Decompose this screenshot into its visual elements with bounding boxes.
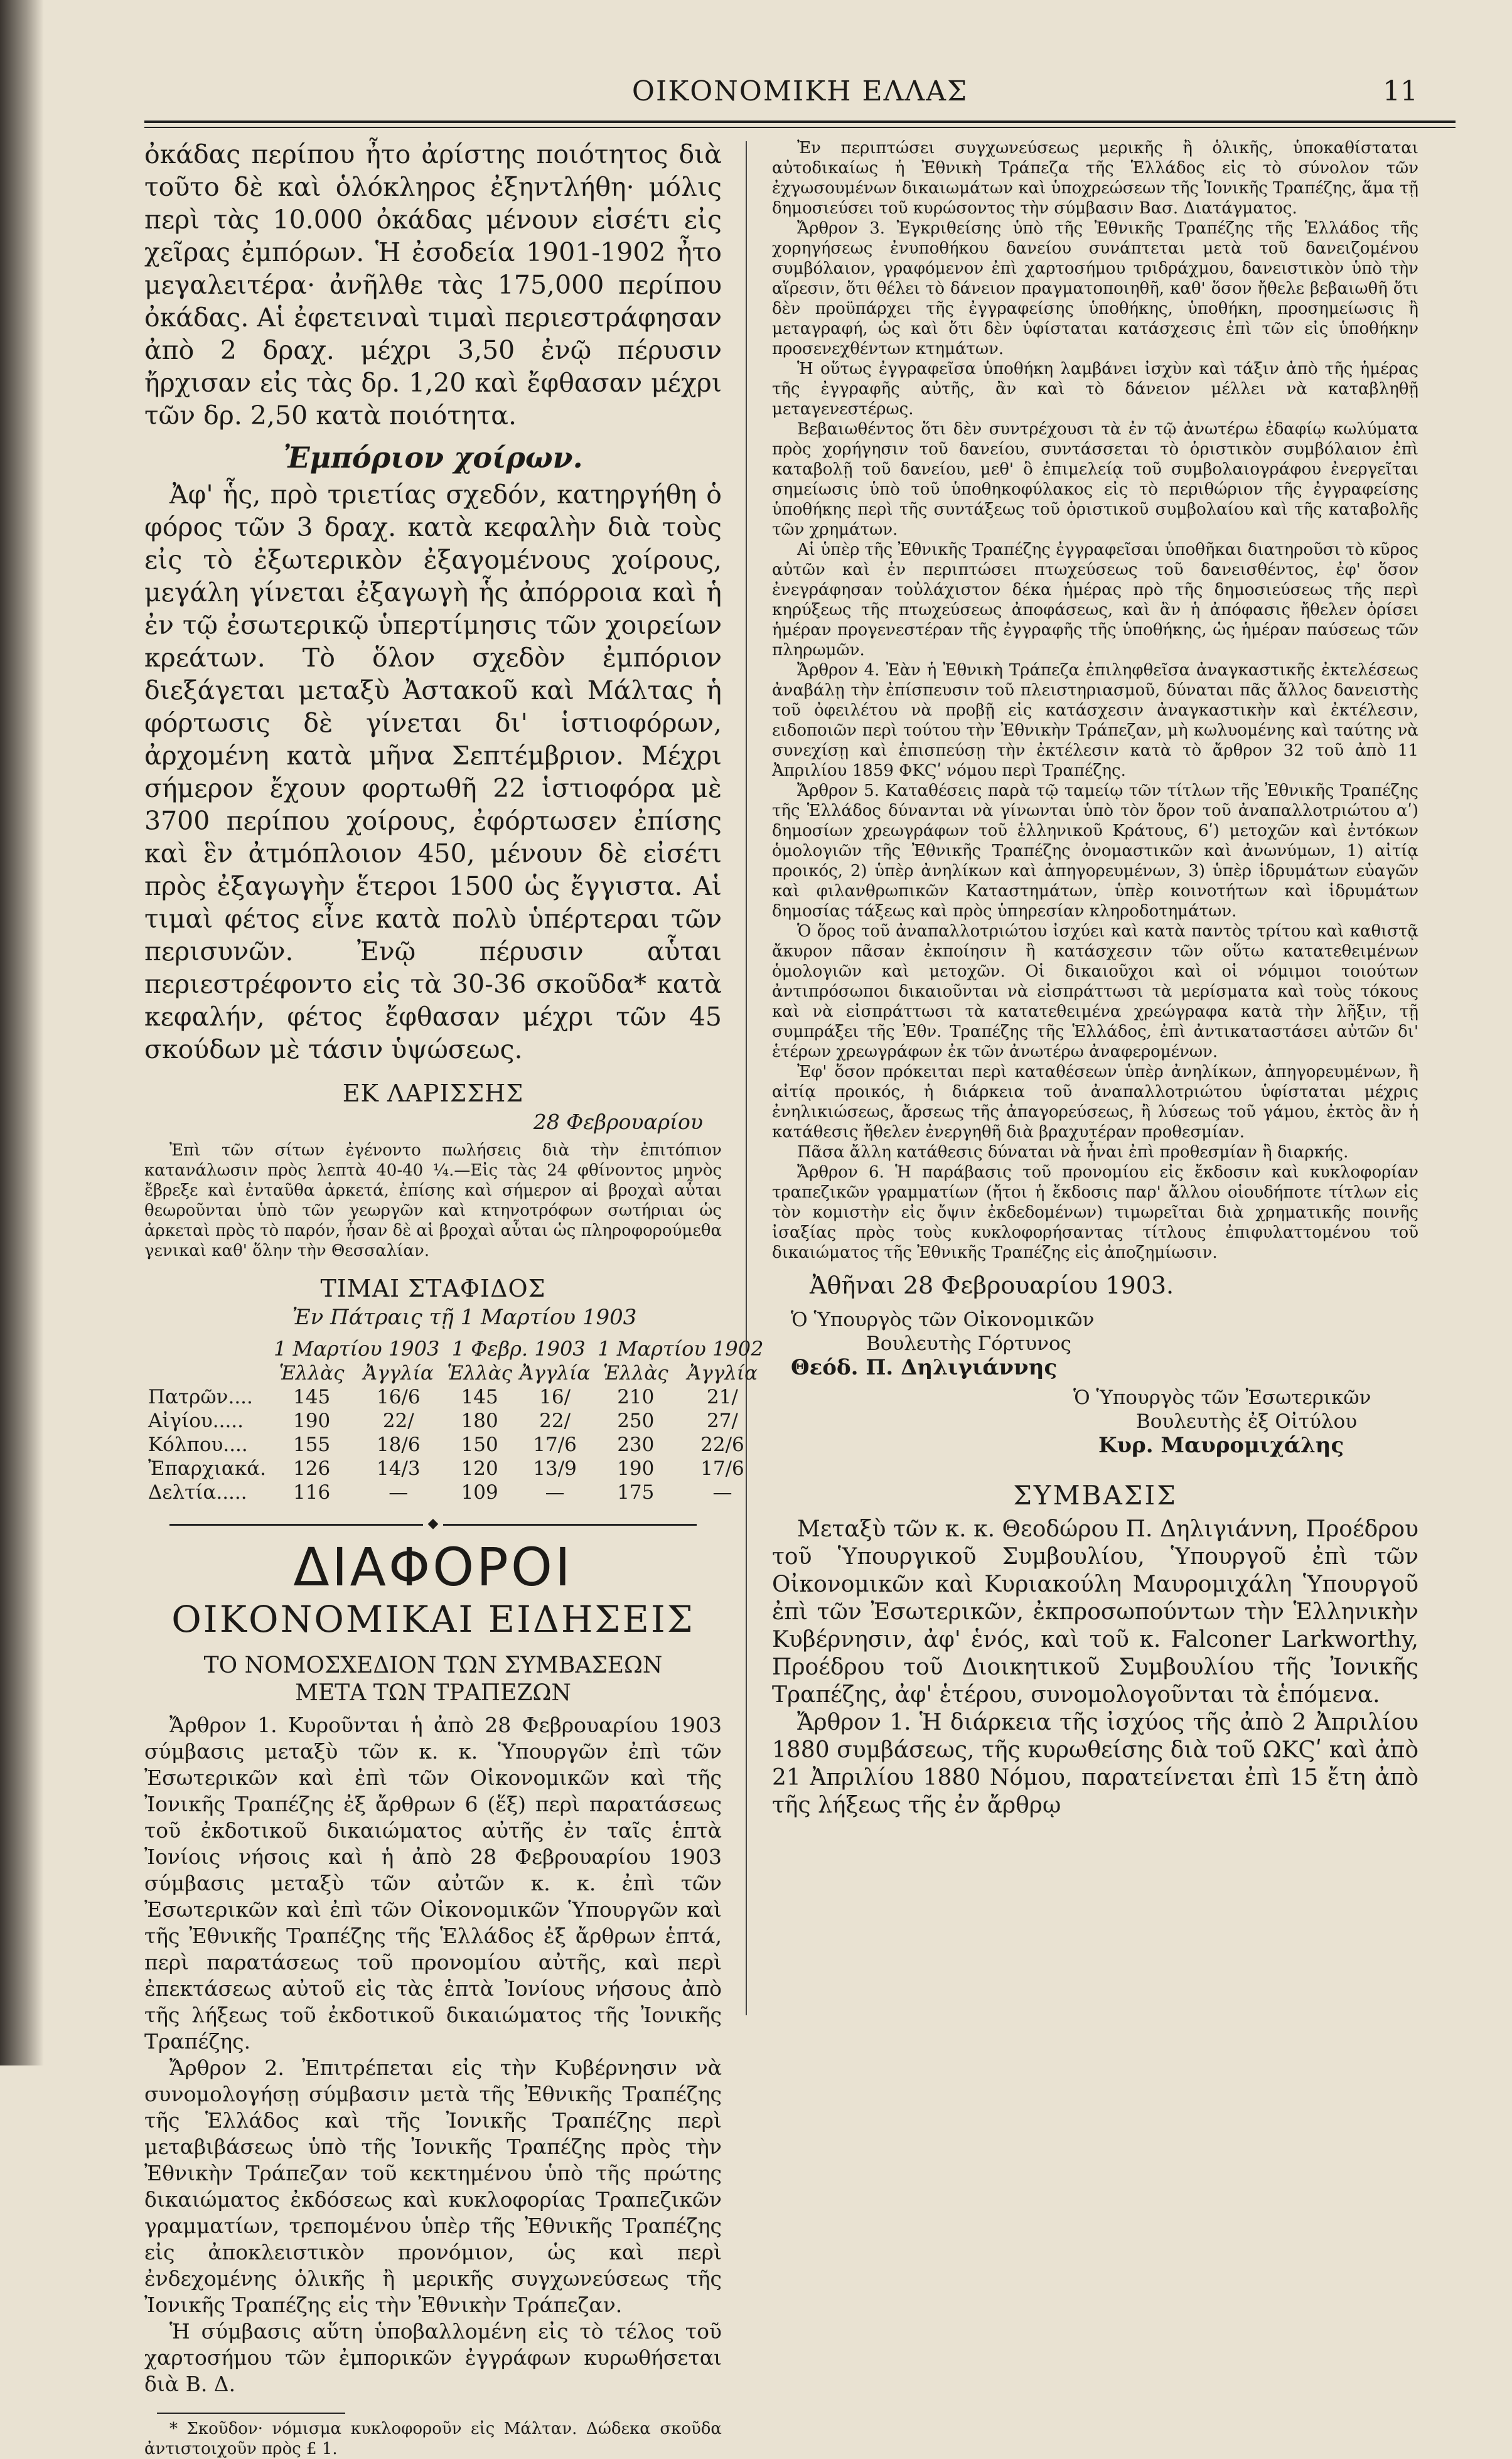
table-cell: 180 bbox=[461, 1410, 498, 1432]
heading-raisin-prices: ΤΙΜΑΙ ΣΤΑΦΙΔΟΣ bbox=[320, 1275, 546, 1302]
raisin-price-table bbox=[144, 1336, 767, 1504]
dateline-patras: Ἐν Πάτραις τῇ 1 Μαρτίου 1903 bbox=[292, 1305, 637, 1330]
paragraph-other-deposits: Πᾶσα ἄλλη κατάθεσις δύναται νὰ ἦναι ἐπὶ προθεσμίαν ἢ διαρκής. bbox=[797, 1143, 1349, 1162]
heading-pig-trade: Ἐμπόριον χοίρων. bbox=[283, 441, 583, 474]
table-cell: 21/ bbox=[706, 1386, 738, 1408]
header-rule-thin bbox=[144, 127, 1456, 128]
table-cell: 22/6 bbox=[700, 1433, 744, 1456]
page-header bbox=[144, 63, 1456, 119]
table-cell: 116 bbox=[293, 1481, 331, 1504]
column-country: Ἀγγλία bbox=[363, 1362, 434, 1385]
table-cell: 230 bbox=[617, 1433, 655, 1456]
article-heading-line-2: ΜΕΤΑ ΤΩΝ ΤΡΑΠΕΖΩΝ bbox=[295, 1680, 571, 1706]
header-rule bbox=[144, 121, 1456, 123]
bill-article-6: Ἄρθρον 6. Ἡ παράβασις τοῦ προνομίου εἰς ἔκδοσιν καὶ κυκλοφορίαν τραπεζικῶν γραμματίων (ἤτοι ἡ ἔκδοσις παρ' ἄλλου οἱουδήποτε τίτλων εἰς τὸν κομιστὴν εἰς ὄψιν ἐκδεδομένων) τιμωρεῖται διὰ χρηματικῆς ποινῆς ἰσαξίας πρὸς τοὺς κυκλοφορήσαντας τίτλους ἐπιφυλαττομένου τοῦ δικαιώματος τῆς Ἐθνικῆς Τραπέζης εἰς ἀποζημίωσιν. bbox=[772, 1163, 1418, 1262]
column-country: Ἀγγλία bbox=[687, 1362, 758, 1385]
treaty-preamble: Μεταξὺ τῶν κ. κ. Θεοδώρου Π. Δηλιγιάννη, Προέδρου τοῦ Ὑπουργικοῦ Συμβουλίου, Ὑπουργοῦ ἐπὶ τῶν Οἰκονομικῶν καὶ Κυριακούλη Μαυρομιχάλη Ὑπουργοῦ ἐπὶ τῶν Ἐσωτερικῶν, ἐκπροσωπούντων τὴν Ἑλληνικὴν Κυβέρνησιν, ἀφ' ἑνός, καὶ τοῦ κ. Falconer Larkworthy, Προέδρου τοῦ Διοικητικοῦ Συμβουλίου τῆς Ἰονικῆς Τραπέζης, ἀφ' ἑτέρου, συνομολογοῦνται τὰ ἑπόμενα. bbox=[772, 1516, 1418, 1708]
paragraph-larissa: Ἐπὶ τῶν σίτων ἐγένοντο πωλήσεις διὰ τὴν ἐπιτόπιον κατανάλωσιν πρὸς λεπτὰ 40-40 ¼.—Εἰς τὰς 24 φθίνοντος μηνὸς ἔβρεξε καὶ ἐνταῦθα ἀρκετά, ἐπίσης καὶ σήμερον αἱ βροχαὶ αὗται θεωροῦνται ὑπὸ τῶν γεωργῶν καὶ κτηνοτρόφων σωτήριαι ὡς ἀρκεταὶ πρὸς τὸ παρόν, ἦσαν δὲ αἱ βροχαὶ αὗται ὡς πληροφορούμεθα γενικαὶ καθ' ὅλην τὴν Θεσσαλίαν. bbox=[144, 1141, 722, 1260]
table-cell: 120 bbox=[461, 1457, 498, 1480]
table-row bbox=[144, 1409, 767, 1433]
row-label: Πατρῶν.... bbox=[148, 1386, 253, 1408]
table-row bbox=[144, 1457, 767, 1481]
signatory-constituency: Βουλευτὴς Γόρτυνος bbox=[866, 1332, 1072, 1355]
table-row bbox=[144, 1385, 767, 1409]
table-cell: — bbox=[389, 1481, 409, 1504]
column-date: 1 Μαρτίου 1902 bbox=[598, 1337, 764, 1361]
bill-article-2-continued: Ἡ σύμβασις αὕτη ὑποβαλλομένη εἰς τὸ τέλος τοῦ χαρτοσήμου τῶν ἐμπορικῶν ἐγγράφων κυρωθήσεται διὰ Β. Δ. bbox=[144, 2319, 722, 2396]
dateline-larissa: 28 Φεβρουαρίου bbox=[533, 1110, 703, 1134]
bill-article-4: Ἄρθρον 4. Ἐὰν ἡ Ἐθνικὴ Τράπεζα ἐπιληφθεῖσα ἀναγκαστικῆς ἐκτελέσεως ἀναβάλῃ τὴν ἐπίσπευσιν τοῦ πλειστηριασμοῦ, δύναται πᾶς ἄλλος δανειστὴς τοῦ ὀφειλέτου νὰ προβῇ εἰς κατάσχεσιν ἀναγκαστικὴν καὶ ἐκτέλεσιν, ειδοποιῶν περὶ τούτου τὴν Ἐθνικὴν Τράπεζαν, μὴ κωλυομένης καὶ ταύτης νὰ συνεχίσῃ καὶ ἐπισπεύσῃ τὴν ἐκτέλεσιν κατὰ τὸ ἄρθρον 32 τοῦ ἀπὸ 11 Ἀπριλίου 1859 ΦΚϚʹ νόμου περὶ Τραπέζης. bbox=[772, 661, 1418, 780]
row-label: Αἰγίου..... bbox=[148, 1410, 244, 1432]
row-label: Κόλπου.... bbox=[148, 1433, 248, 1456]
paragraph-pig-trade: Ἀφ' ἧς, πρὸ τριετίας σχεδόν, κατηργήθη ὁ φόρος τῶν 3 δραχ. κατὰ κεφαλὴν διὰ τοὺς εἰς τὸ ἐξωτερικὸν ἐξαγομένους χοίρους, μεγάλη γίνεται ἐξαγωγὴ ἧς ἀπόρροια καὶ ἡ ἐν τῷ ἐσωτερικῷ ὑπερτίμησις τῶν χοιρείων κρεάτων. Τὸ ὅλον σχεδὸν ἐμπόριον διεξάγεται μεταξὺ Ἀστακοῦ καὶ Μάλτας ἡ φόρτωσις δὲ γίνεται δι' ἱστιοφόρων, ἀρχομένη κατὰ μῆνα Σεπτέμβριον. Μέχρι σήμερον ἔχουν φορτωθῆ 22 ἱστιοφόρα μὲ 3700 περίπου χοίρους, ἐφόρτωσεν ἐπίσης καὶ ἓν ἀτμόπλοιον 450, μένουν δὲ εἰσέτι πρὸς ἐξαγωγὴν ἕτεροι 1500 ὡς ἔγγιστα. Αἱ τιμαὶ φέτος εἶνε κατὰ πολὺ ὑπέρτεραι τῶν περισυνῶν. Ἐνῷ πέρυσιν αὗται περιεστρέφοντο εἰς τὰ 30-36 σκοῦδα* κατὰ κεφαλήν, φέτος ἔφθασαν μέχρι τῶν 45 σκούδων μὲ τάσιν ὑψώσεως. bbox=[144, 479, 722, 1064]
signatory-title: Ὁ Ὑπουργὸς τῶν Ἐσωτερικῶν bbox=[1073, 1386, 1371, 1409]
table-cell: 145 bbox=[461, 1386, 498, 1408]
paragraph-inalienable: Ὁ ὅρος τοῦ ἀναπαλλοτριώτου ἰσχύει καὶ κατὰ παντὸς τρίτου καὶ καθιστᾷ ἄκυρον πᾶσαν ἐκποίησιν ἢ κατάσχεσιν τῶν οὕτω κατατεθειμένων ὁμολογιῶν καὶ μετοχῶν. Οἱ δικαιοῦχοι καὶ οἱ νόμιμοι τοιούτων ἀντιπρόσωποι δικαιοῦνται νὰ εἰσπράττωσι τὰ μερίσματα καὶ τοὺς τόκους καὶ νὰ εἰσπράττωσι τὰ κατατεθειμένα χρεώγραφα κατὰ τὴν λῆξιν, τῇ συμπράξει τῆς Ἐθν. Τραπέζης τῆς Ἑλλάδος, ἐπὶ ἀντικαταστάσει αὐτῶν δι' ἑτέρων χρεωγράφων ἐκ τῶν ἀνωτέρω ἀναφερομένων. bbox=[772, 922, 1418, 1061]
table-cell: 250 bbox=[617, 1410, 655, 1432]
section-banner-economic-news: ΟΙΚΟΝΟΜΙΚΑΙ ΕΙΔΗΣΕΙΣ bbox=[171, 1598, 695, 1641]
row-label: Δελτία..... bbox=[148, 1481, 247, 1504]
column-country: Ἑλλὰς bbox=[603, 1362, 668, 1385]
table-cell: — bbox=[545, 1481, 565, 1504]
right-column bbox=[772, 138, 1418, 2028]
table-cell: 210 bbox=[617, 1386, 655, 1408]
table-cell: 18/6 bbox=[376, 1433, 421, 1456]
page-number: 11 bbox=[1383, 75, 1418, 107]
table-cell: 155 bbox=[293, 1433, 331, 1456]
table-cell: 16/6 bbox=[376, 1386, 421, 1408]
signatory-name: Κυρ. Μαυρομιχάλης bbox=[1098, 1433, 1344, 1458]
column-date: 1 Μαρτίου 1903 bbox=[274, 1337, 440, 1361]
table-header-countries bbox=[144, 1361, 767, 1385]
column-country: Ἑλλὰς bbox=[279, 1362, 345, 1385]
paragraph-merger: Ἐν περιπτώσει συγχωνεύσεως μερικῆς ἢ ὁλικῆς, ὑποκαθίσταται αὐτοδικαίως ἡ Ἐθνικὴ Τράπεζα τῆς Ἑλλάδος εἰς τὸ σύνολον τῶν ἐχγωσουμένων δικαιωμάτων καὶ ὑποχρεώσεων τῆς Ἰονικῆς Τραπέζης, ἅμα τῇ δημοσιεύσει τοῦ κυρώσοντος τὴν σύμβασιν Βασ. Διατάγματος. bbox=[772, 139, 1418, 218]
table-cell: 109 bbox=[461, 1481, 498, 1504]
heading-larissa: ΕΚ ΛΑΡΙΣΣΗΣ bbox=[342, 1079, 524, 1107]
table-cell: 14/3 bbox=[376, 1457, 421, 1480]
running-title: ΟΙΚΟΝΟΜΙΚΗ ΕΛΛΑΣ bbox=[631, 75, 968, 107]
paragraph-final-contract: Βεβαιωθέντος ὅτι δὲν συντρέχουσι τὰ ἐν τῷ ἀνωτέρω ἐδαφίῳ κωλύματα πρὸς χορήγησιν τοῦ δανείου, συντάσσεται τὸ ὁριστικὸν συμβόλαιον ἐπὶ καταβολῇ τοῦ δανείου, μεθ' ὃ ἐπιμελείᾳ τοῦ συμβολαιογράφου ἐνεργεῖται σημείωσις ὑπὸ τοῦ ὑποθηκοφύλακος εἰς τὸ περιθώριον τῆς ἐγγραφείσης ὑποθήκης περὶ τῆς συντάξεως τοῦ ὁριστικοῦ συμβολαίου καὶ τῆς καταβολῆς τῶν χρημάτων. bbox=[772, 420, 1418, 539]
table-cell: 145 bbox=[293, 1386, 331, 1408]
footnote-rule bbox=[157, 2413, 345, 2414]
page-edge-shadow bbox=[0, 0, 44, 2065]
bill-article-2: Ἄρθρον 2. Ἐπιτρέπεται εἰς τὴν Κυβέρνησιν νὰ συνομολογήσῃ σύμβασιν μετὰ τῆς Ἐθνικῆς Τραπέζης τῆς Ἑλλάδος καὶ τῆς Ἰονικῆς Τραπέζης περὶ μεταβιβάσεως ὑπὸ τῆς Ἰονικῆς Τραπέζης πρὸς τὴν Ἐθνικὴν Τράπεζαν τοῦ κεκτημένου ὑπὸ τῆς πρώτης δικαιώματος ἐκδόσεως καὶ κυκλοφορίας Τραπεζικῶν γραμματίων, τρεπομένου ὑπὲρ τῆς Ἐθνικῆς Τραπέζης εἰς ἀποκλειστικὸν προνόμιον, ὡς καὶ περὶ ἐνδεχομένης ὁλικῆς ἢ μερικῆς συγχωνεύσεως τῆς Ἰονικῆς Τραπέζης εἰς τὴν Ἐθνικὴν Τράπεζαν. bbox=[144, 2055, 722, 2317]
table-cell: 126 bbox=[293, 1457, 331, 1480]
signatory-title: Ὁ Ὑπουργὸς τῶν Οἰκονομικῶν bbox=[791, 1309, 1095, 1331]
table-header-dates bbox=[144, 1336, 767, 1361]
column-country: Ἀγγλία bbox=[519, 1362, 591, 1385]
table-cell: 13/9 bbox=[533, 1457, 577, 1480]
table-cell: 22/ bbox=[539, 1410, 571, 1432]
column-country: Ἑλλὰς bbox=[447, 1362, 512, 1385]
table-cell: 150 bbox=[461, 1433, 498, 1456]
table-cell: 22/ bbox=[382, 1410, 414, 1432]
paragraph-bankruptcy: Αἱ ὑπὲρ τῆς Ἐθνικῆς Τραπέζης ἐγγραφεῖσαι ὑποθῆκαι διατηροῦσι τὸ κῦρος αὐτῶν καὶ ἐν περιπτώσει πτωχεύσεως τοῦ δανεισθέντος, ἐφ' ὅσον ἐνεγράφησαν τοὐλάχιστον δέκα ἡμέρας πρὸ τῆς δημοσιεύσεως τῆς περὶ κηρύξεως τῆς πτωχεύσεως ἀποφάσεως, καὶ ἂν ἡ ἀπόφασις ἤθελεν ὁρίσει ἡμέραν προγενεστέραν τῆς ἐγγραφῆς τῆς ὑποθήκης, ὡς ἡμέραν παύσεως τῶν πληρωμῶν. bbox=[772, 540, 1418, 660]
table-cell: 16/ bbox=[539, 1386, 571, 1408]
diamond-ornament-icon: ◆ bbox=[423, 1516, 444, 1531]
treaty-article-1: Ἄρθρον 1. Ἡ διάρκεια τῆς ἰσχύος τῆς ἀπὸ 2 Ἀπριλίου 1880 συμβάσεως, τῆς κυρωθείσης διὰ τοῦ ΩΚϚʹ καὶ ἀπὸ 21 Ἀπριλίου 1880 Νόμου, παρατείνεται ἐπὶ 15 ἔτη ἀπὸ τῆς λήξεως τῆς ἐν ἄρθρῳ bbox=[772, 1710, 1418, 1818]
section-banner-various: ΔΙΑΦΟΡΟΙ bbox=[293, 1536, 573, 1598]
table-row bbox=[144, 1433, 767, 1457]
treaty-heading: ΣΥΜΒΑΣΙΣ bbox=[1013, 1480, 1177, 1511]
article-heading-bill bbox=[144, 1652, 722, 1707]
paragraph-raisins-continued: ὀκάδας περίπου ἦτο ἀρίστης ποιότητος διὰ τοῦτο δὲ καὶ ὁλόκληρος ἐξηντλήθη· μόλις περὶ τὰς 10.000 ὀκάδας μένουν εἰσέτι εἰς χεῖρας ἐμπόρων. Ἡ ἐσοδεία 1901-1902 ἦτο μεγαλειτέρα· ἀνῆλθε τὰς 175,000 περίπου ὀκάδας. Αἱ ἐφετειναὶ τιμαὶ περιεστράφησαν ἀπὸ 2 δραχ. μέχρι 3,50 ἐνῷ πέρυσιν ἤρχισαν εἰς τὰς δρ. 1,20 καὶ ἔφθασαν μέχρι τῶν δρ. 2,50 κατὰ ποιότητα. bbox=[144, 139, 722, 431]
table-cell: 27/ bbox=[706, 1410, 738, 1432]
paragraph-mortgage-rank: Ἡ οὕτως ἐγγραφεῖσα ὑποθήκη λαμβάνει ἰσχὺν καὶ τάξιν ἀπὸ τῆς ἡμέρας τῆς ἐγγραφῆς αὐτῆς, ἂν καὶ τὸ δάνειον μέλλει νὰ καταβληθῇ μεταγενεστέρως. bbox=[772, 360, 1418, 419]
table-cell: — bbox=[712, 1481, 732, 1504]
table-cell: 17/6 bbox=[700, 1457, 744, 1480]
table-cell: 190 bbox=[293, 1410, 331, 1432]
footnote-scudo: * Σκοῦδον· νόμισμα κυκλοφοροῦν εἰς Μάλταν. Δώδεκα σκοῦδα ἀντιστοιχοῦν πρὸς £ 1. bbox=[144, 2419, 722, 2458]
left-column bbox=[144, 138, 764, 2458]
bill-article-1: Ἄρθρον 1. Κυροῦνται ἡ ἀπὸ 28 Φεβρουαρίου 1903 σύμβασις μεταξὺ τῶν κ. κ. Ὑπουργῶν ἐπὶ τῶν Ἐσωτερικῶν καὶ ἐπὶ τῶν Οἰκονομικῶν καὶ τῆς Ἰονικῆς Τραπέζης ἐξ ἄρθρων 6 (ἕξ) περὶ παρατάσεως τοῦ ἐκδοτικοῦ δικαιώματος αὐτῆς ἐν ταῖς ἑπτὰ Ἰονίοις νήσοις καὶ ἡ ἀπὸ 28 Φεβρουαρίου 1903 σύμβασις μεταξὺ τῶν αὐτῶν κ. κ. ἐπὶ τῶν Ἐσωτερικῶν καὶ ἐπὶ τῶν Οἰκονομικῶν Ὑπουργῶν καὶ τῆς Ἐθνικῆς Τραπέζης τῆς Ἑλλάδος ἐξ ἄρθρων ἑπτά, περὶ παρατάσεως τοῦ προνομίου αὐτῆς, καὶ περὶ ἐπεκτάσεως αὐτοῦ εἰς τὰς ἑπτὰ Ἰονίους νήσους ἀπὸ τῆς λήξεως τοῦ ἐκδοτικοῦ δικαιώματος τῆς Ἰονικῆς Τραπέζης. bbox=[144, 1713, 722, 2054]
column-divider bbox=[746, 141, 747, 2015]
signing-date: Ἀθῆναι 28 Φεβρουαρίου 1903. bbox=[810, 1272, 1174, 1299]
signatory-name: Θεόδ. Π. Δηλιγιάννης bbox=[791, 1355, 1058, 1380]
article-heading-line-1: ΤΟ ΝΟΜΟΣΧΕΔΙΟΝ ΤΩΝ ΣΥΜΒΑΣΕΩΝ bbox=[203, 1653, 663, 1678]
table-row bbox=[144, 1481, 767, 1504]
paragraph-minors: Ἐφ' ὅσον πρόκειται περὶ καταθέσεων ὑπὲρ ἀνηλίκων, ἀπηγορευμένων, ἢ αἰτίᾳ προικός, ἡ διάρκεια τοῦ ἀναπαλλοτριώτου ὑφίσταται μέχρις ἐνηλικιώσεως, ἄρσεως τῆς ἀπαγορεύσεως, ἢ λύσεως τοῦ γάμου, ἐκτὸς ἂν ἡ κατάθεσις ἤθελεν ἐνεργηθῆ διὰ βραχυτέραν προθεσμίαν. bbox=[772, 1063, 1418, 1142]
bill-article-5: Ἄρθρον 5. Καταθέσεις παρὰ τῷ ταμείῳ τῶν τίτλων τῆς Ἐθνικῆς Τραπέζης τῆς Ἑλλάδος δύνανται νὰ γίνωνται ὑπὸ τὸν ὅρον τοῦ ἀναπαλλοτριώτου αʹ) δημοσίων χρεωγράφων τοῦ ἑλληνικοῦ Κράτους, 6ʹ) μετοχῶν καὶ ἐντόκων ὁμολογιῶν τῆς Ἐθνικῆς Τραπέζης ὀνομαστικῶν καὶ ἀνωνύμων, 1) αἰτίᾳ προικός, 2) ὑπὲρ ἀνηλίκων καὶ ἀπηγορευμένων, 3) ὑπὲρ ἱδρυμάτων εὐαγῶν καὶ φιλανθρωπικῶν Καταστημάτων, ὑπὲρ κοινοτήτων καὶ ἱδρυμάτων δημοσίας τάξεως καὶ πρὸς ὑπηρεσίαν κληροδοτημάτων. bbox=[772, 781, 1418, 921]
section-divider bbox=[144, 1516, 722, 1531]
table-cell: 17/6 bbox=[533, 1433, 577, 1456]
column-date: 1 Φεβρ. 1903 bbox=[451, 1337, 586, 1361]
row-label: Ἐπαρχιακά. bbox=[148, 1457, 267, 1480]
signature-finance-minister bbox=[791, 1308, 1418, 1380]
table-cell: 190 bbox=[617, 1457, 655, 1480]
bill-article-3: Ἄρθρον 3. Ἐγκριθείσης ὑπὸ τῆς Ἐθνικῆς Τραπέζης τῆς Ἑλλάδος τῆς χορηγήσεως ἐνυποθήκου δανείου συνάπτεται μετὰ τοῦ δανειζομένου συμβόλαιον, γραφόμενον ἐπὶ χαρτοσήμου τριδράχμου, δανειστικὸν ὑπὸ τὴν αἵρεσιν, ὅτι θέλει τὸ δάνειον πραγματοποιηθῆ, καθ' ὅσον ἤθελε βεβαιωθῆ ὅτι δὲν προϋπάρχει τῆς ἐγγραφείσης ὑποθήκης, ὑποθήκη, προσημείωσις ἢ μεταγραφή, ὡς καὶ ὅτι δὲν ὑφίσταται κατάσχεσις ἐπὶ τῶν εἰς ὑποθήκην προσενεχθέντων κτημάτων. bbox=[772, 219, 1418, 358]
signatory-constituency: Βουλευτὴς ἐξ Οἰτύλου bbox=[1136, 1410, 1358, 1433]
signature-interior-minister bbox=[1073, 1386, 1418, 1457]
table-cell: 175 bbox=[617, 1481, 655, 1504]
